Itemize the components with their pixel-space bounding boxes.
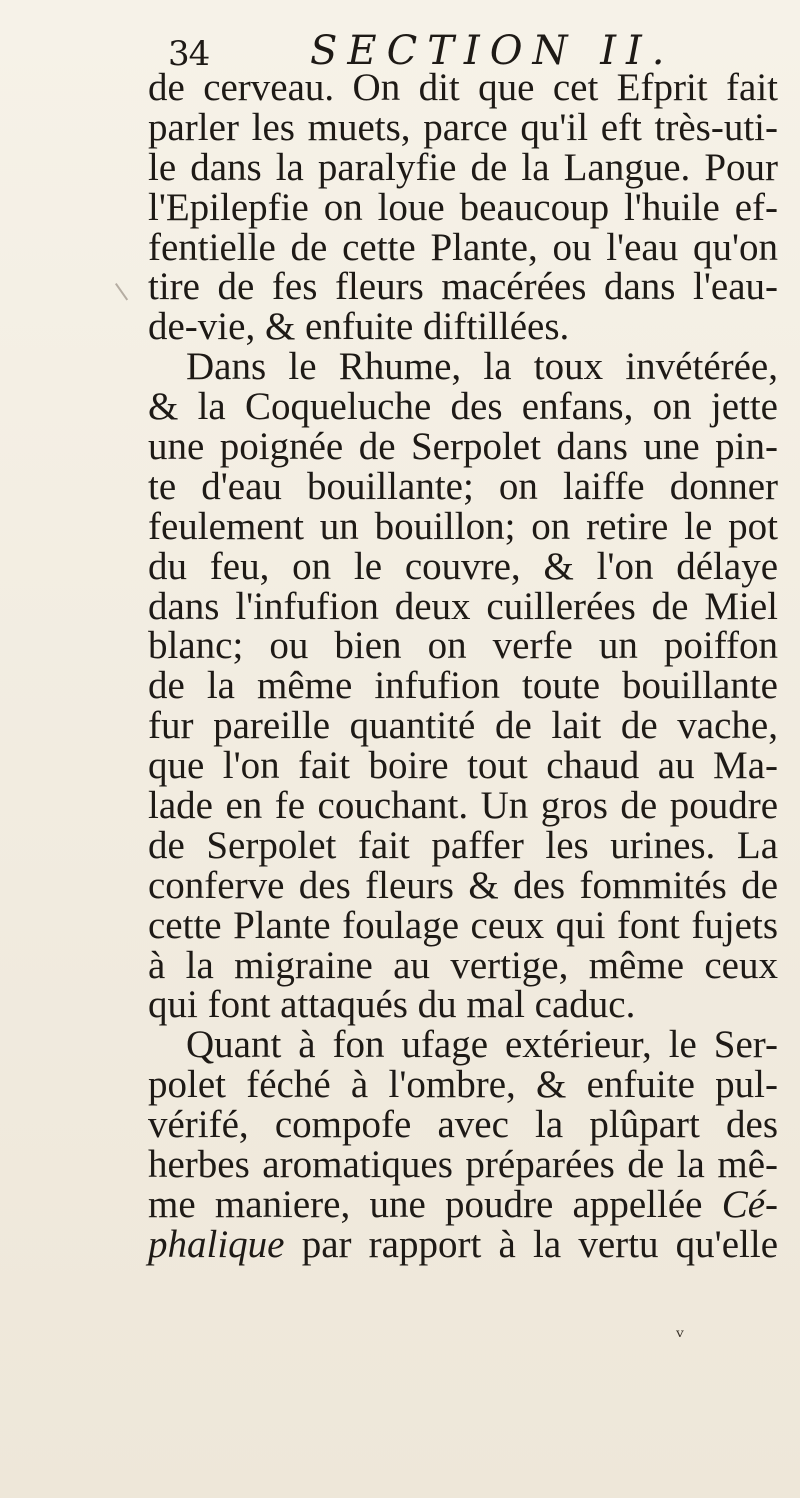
signature-mark: ᵥ bbox=[676, 1318, 685, 1343]
text-line: feulement un bouillon; on retire le pot bbox=[148, 504, 778, 548]
text-line: du feu, on le couvre, & l'on délaye bbox=[148, 544, 778, 588]
text-line: blanc; ou bien on verfe un poiffon bbox=[148, 624, 778, 668]
text-line: dans l'infufion deux cuillerées de Miel bbox=[148, 584, 778, 628]
text-line: parler les muets, parce qu'il eft très-uti- bbox=[148, 105, 778, 149]
text-line bbox=[148, 1182, 778, 1226]
page-number: 34 bbox=[168, 34, 210, 74]
margin-mark bbox=[115, 280, 133, 301]
text-line: à la migraine au vertige, même ceux bbox=[148, 943, 778, 987]
text-line: herbes aromatiques préparées de la mê- bbox=[148, 1143, 778, 1187]
text-line: vérifé, compofe avec la plûpart des bbox=[148, 1103, 778, 1147]
text-line: le dans la paralyfie de la Langue. Pour bbox=[148, 145, 778, 189]
text-line: de la même infufion toute bouillante bbox=[148, 664, 778, 708]
text-line: fentielle de cette Plante, ou l'eau qu'on bbox=[148, 225, 778, 269]
text-line: polet féché à l'ombre, & enfuite pul- bbox=[148, 1063, 778, 1107]
text-line: fur pareille quantité de lait de vache, bbox=[148, 704, 778, 748]
text-line: tire de fes fleurs macérées dans l'eau- bbox=[148, 265, 778, 309]
body-text bbox=[148, 68, 778, 1265]
italic-term: phalique bbox=[148, 1222, 285, 1266]
text-segment: me maniere, une poudre appellée bbox=[148, 1182, 703, 1226]
text-line: une poignée de Serpolet dans une pin- bbox=[148, 425, 778, 469]
text-line: de Serpolet fait paffer les urines. La bbox=[148, 823, 778, 867]
text-line bbox=[148, 1222, 779, 1266]
text-line: qui font attaqués du mal caduc. bbox=[148, 983, 636, 1027]
text-line: de cerveau. On dit que cet Efprit fait bbox=[148, 66, 778, 109]
text-line: conferve des fleurs & des fommités de bbox=[148, 863, 778, 907]
text-line: cette Plante foulage ceux qui font fujets bbox=[148, 903, 778, 947]
paragraph-start-line: Quant à fon ufage extérieur, le Ser- bbox=[186, 1023, 778, 1067]
paragraph-start-line: Dans le Rhume, la toux invétérée, bbox=[186, 345, 778, 389]
running-head: SECTION II. bbox=[310, 28, 675, 74]
text-line: de-vie, & enfuite diftillées. bbox=[148, 305, 570, 349]
text-line: que l'on fait boire tout chaud au Ma- bbox=[148, 744, 778, 788]
text-line: te d'eau bouillante; on laiffe donner bbox=[148, 464, 778, 508]
text-line: & la Coqueluche des enfans, on jette bbox=[148, 385, 778, 429]
text-segment: par rapport à la vertu qu'elle bbox=[301, 1222, 779, 1266]
text-line: l'Epilepfie on loue beaucoup l'huile ef- bbox=[148, 185, 778, 229]
italic-term: Cé- bbox=[721, 1182, 778, 1226]
text-line: lade en fe couchant. Un gros de poudre bbox=[148, 784, 778, 828]
